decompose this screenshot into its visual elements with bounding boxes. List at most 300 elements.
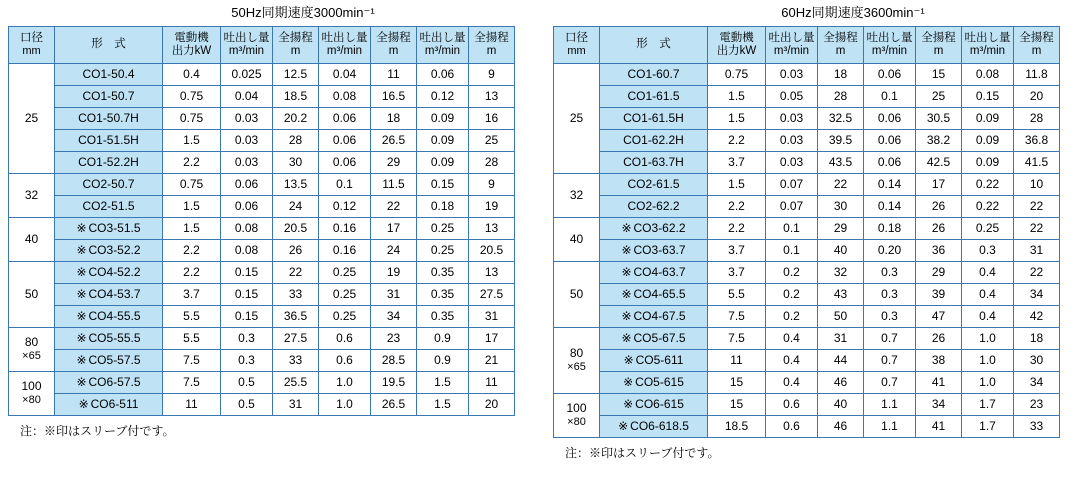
cell-flow-3: 0.22 <box>962 196 1014 218</box>
cell-model <box>600 108 708 130</box>
cell-head-2: 38 <box>916 350 962 372</box>
cell-head-1: 31 <box>273 394 319 416</box>
table-row <box>9 240 515 262</box>
cell-head-1: 36.5 <box>273 306 319 328</box>
cell-head-2: 29 <box>371 152 417 174</box>
cell-flow-2: 0.14 <box>864 196 916 218</box>
cell-head-3: 10 <box>1014 174 1060 196</box>
cell-flow-1: 0.03 <box>221 152 273 174</box>
header-flow-1: 吐出し量 m³/min <box>221 27 273 64</box>
table-row <box>554 372 1060 394</box>
model-label: CO4-53.7 <box>88 286 141 301</box>
cell-flow-3: 0.25 <box>417 240 469 262</box>
cell-head-3: 19 <box>469 196 515 218</box>
cell-flow-2: 0.16 <box>319 218 371 240</box>
cell-model <box>55 64 163 86</box>
cell-head-3: 22 <box>1014 218 1060 240</box>
cell-head-3: 31 <box>1014 240 1060 262</box>
cell-flow-1: 0.07 <box>766 174 818 196</box>
cell-head-2: 28.5 <box>371 350 417 372</box>
table-row <box>554 416 1060 438</box>
cell-motor-output: 1.5 <box>163 130 221 152</box>
cell-flow-2: 0.20 <box>864 240 916 262</box>
cell-model <box>55 86 163 108</box>
cell-motor-output: 0.75 <box>163 174 221 196</box>
cell-flow-3: 1.0 <box>962 372 1014 394</box>
cell-flow-1: 0.15 <box>221 284 273 306</box>
cell-flow-3: 1.0 <box>962 328 1014 350</box>
cell-head-3: 30 <box>1014 350 1060 372</box>
model-label: CO1-63.7H <box>623 154 684 169</box>
header-diameter: 口径 mm <box>554 27 600 64</box>
cell-flow-2: 0.6 <box>319 328 371 350</box>
cell-flow-2: 0.14 <box>864 174 916 196</box>
cell-head-1: 25.5 <box>273 372 319 394</box>
cell-head-3: 31 <box>469 306 515 328</box>
cell-flow-2: 0.25 <box>319 262 371 284</box>
cell-flow-1: 0.025 <box>221 64 273 86</box>
cell-head-2: 17 <box>371 218 417 240</box>
cell-flow-3: 0.25 <box>417 218 469 240</box>
cell-diameter: 40 <box>9 218 55 262</box>
cell-head-2: 26.5 <box>371 130 417 152</box>
cell-flow-3: 0.4 <box>962 284 1014 306</box>
cell-model <box>600 130 708 152</box>
cell-motor-output: 0.4 <box>163 64 221 86</box>
cell-motor-output: 7.5 <box>708 328 766 350</box>
cell-flow-3: 0.09 <box>962 130 1014 152</box>
cell-flow-1: 0.03 <box>221 108 273 130</box>
cell-flow-1: 0.03 <box>221 130 273 152</box>
cell-head-3: 9 <box>469 64 515 86</box>
cell-head-3: 25 <box>469 130 515 152</box>
cell-model: ※ CO5-611 <box>600 350 708 372</box>
header-motor: 電動機 出力kW <box>708 27 766 64</box>
cell-head-3: 41.5 <box>1014 152 1060 174</box>
cell-head-1: 22 <box>273 262 319 284</box>
header-flow-1: 吐出し量 m³/min <box>766 27 818 64</box>
cell-head-1: 13.5 <box>273 174 319 196</box>
table-row <box>554 262 1060 284</box>
cell-model <box>55 130 163 152</box>
cell-flow-3: 0.35 <box>417 284 469 306</box>
cell-flow-3: 0.15 <box>962 86 1014 108</box>
header-head-3: 全揚程 m <box>1014 27 1060 64</box>
cell-flow-2: 0.18 <box>864 218 916 240</box>
cell-head-1: 27.5 <box>273 328 319 350</box>
model-label: CO5-55.5 <box>88 330 141 345</box>
model-label: CO2-62.2 <box>627 198 680 213</box>
cell-head-1: 20.5 <box>273 218 319 240</box>
cell-flow-2: 0.25 <box>319 306 371 328</box>
cell-head-1: 32 <box>818 262 864 284</box>
cell-model: ※ CO4-65.5 <box>600 284 708 306</box>
cell-motor-output: 3.7 <box>163 284 221 306</box>
cell-head-2: 17 <box>916 174 962 196</box>
cell-head-1: 46 <box>818 372 864 394</box>
cell-head-1: 32.5 <box>818 108 864 130</box>
cell-model: ※ CO5-57.5 <box>55 350 163 372</box>
cell-model: ※ CO6-618.5 <box>600 416 708 438</box>
cell-head-2: 47 <box>916 306 962 328</box>
model-label: CO4-52.2 <box>88 264 141 279</box>
model-label: CO1-50.4 <box>82 66 135 81</box>
cell-head-1: 43 <box>818 284 864 306</box>
table-body-60hz <box>554 64 1060 438</box>
cell-head-2: 34 <box>371 306 417 328</box>
cell-head-1: 30 <box>273 152 319 174</box>
cell-flow-1: 0.2 <box>766 306 818 328</box>
cell-model <box>600 196 708 218</box>
model-label: CO1-61.5 <box>627 88 680 103</box>
cell-model <box>600 174 708 196</box>
cell-flow-2: 0.06 <box>864 108 916 130</box>
model-label: CO1-50.7 <box>82 88 135 103</box>
panel-title-60hz: 60Hz同期速度3600min⁻¹ <box>781 5 925 20</box>
cell-motor-output: 2.2 <box>163 240 221 262</box>
cell-model: ※ CO6-615 <box>600 394 708 416</box>
header-flow-3: 吐出し量 m³/min <box>417 27 469 64</box>
table-row <box>554 108 1060 130</box>
cell-flow-1: 0.5 <box>221 372 273 394</box>
spec-table-50hz <box>8 26 515 416</box>
cell-motor-output: 3.7 <box>708 262 766 284</box>
model-label: CO5-615 <box>635 374 684 389</box>
cell-head-2: 15 <box>916 64 962 86</box>
table-row <box>9 262 515 284</box>
cell-head-2: 18 <box>371 108 417 130</box>
cell-flow-3: 0.12 <box>417 86 469 108</box>
cell-flow-2: 1.0 <box>319 372 371 394</box>
panel-title-50hz: 50Hz同期速度3000min⁻¹ <box>231 5 375 20</box>
cell-head-1: 30 <box>818 196 864 218</box>
cell-flow-2: 0.7 <box>864 350 916 372</box>
cell-head-1: 28 <box>818 86 864 108</box>
cell-motor-output: 1.5 <box>163 218 221 240</box>
cell-head-1: 18.5 <box>273 86 319 108</box>
cell-head-2: 31 <box>371 284 417 306</box>
cell-head-3: 11.8 <box>1014 64 1060 86</box>
cell-head-1: 43.5 <box>818 152 864 174</box>
cell-flow-1: 0.03 <box>766 108 818 130</box>
cell-head-1: 24 <box>273 196 319 218</box>
cell-model: ※ CO4-53.7 <box>55 284 163 306</box>
table-row <box>554 152 1060 174</box>
cell-head-1: 33 <box>273 284 319 306</box>
cell-flow-1: 0.06 <box>221 174 273 196</box>
table-row <box>554 350 1060 372</box>
cell-head-1: 18 <box>818 64 864 86</box>
cell-head-2: 41 <box>916 372 962 394</box>
cell-head-2: 34 <box>916 394 962 416</box>
cell-flow-2: 0.06 <box>319 152 371 174</box>
cell-flow-1: 0.3 <box>221 350 273 372</box>
model-label: CO1-61.5H <box>623 110 684 125</box>
cell-flow-2: 0.06 <box>319 130 371 152</box>
cell-flow-3: 0.15 <box>417 174 469 196</box>
cell-head-3: 21 <box>469 350 515 372</box>
cell-head-1: 28 <box>273 130 319 152</box>
cell-head-3: 17 <box>469 328 515 350</box>
cell-flow-3: 0.18 <box>417 196 469 218</box>
cell-diameter: 100 ×80 <box>9 372 55 416</box>
cell-diameter: 32 <box>9 174 55 218</box>
cell-head-3: 22 <box>1014 196 1060 218</box>
cell-flow-2: 0.08 <box>319 86 371 108</box>
model-label: CO6-618.5 <box>630 418 689 433</box>
cell-flow-3: 0.06 <box>417 64 469 86</box>
header-flow-2: 吐出し量 m³/min <box>864 27 916 64</box>
cell-model <box>55 174 163 196</box>
cell-diameter: 50 <box>554 262 600 328</box>
cell-diameter: 25 <box>9 64 55 174</box>
cell-head-2: 26 <box>916 196 962 218</box>
cell-motor-output: 0.75 <box>708 64 766 86</box>
cell-flow-2: 0.3 <box>864 262 916 284</box>
table-row <box>554 64 1060 86</box>
cell-model: ※ CO6-511 <box>55 394 163 416</box>
table-row <box>9 394 515 416</box>
cell-model: ※ CO5-55.5 <box>55 328 163 350</box>
cell-diameter: 40 <box>554 218 600 262</box>
cell-flow-2: 0.1 <box>319 174 371 196</box>
cell-flow-1: 0.05 <box>766 86 818 108</box>
cell-flow-1: 0.6 <box>766 394 818 416</box>
table-row <box>554 130 1060 152</box>
header-head-2: 全揚程 m <box>371 27 417 64</box>
cell-flow-1: 0.2 <box>766 262 818 284</box>
header-motor: 電動機 出力kW <box>163 27 221 64</box>
cell-head-2: 36 <box>916 240 962 262</box>
cell-flow-1: 0.04 <box>221 86 273 108</box>
cell-flow-1: 0.03 <box>766 64 818 86</box>
header-head-3: 全揚程 m <box>469 27 515 64</box>
model-label: CO1-51.5H <box>78 132 139 147</box>
cell-flow-2: 0.04 <box>319 64 371 86</box>
cell-model: ※ CO3-62.2 <box>600 218 708 240</box>
cell-head-3: 16 <box>469 108 515 130</box>
cell-flow-3: 1.5 <box>417 372 469 394</box>
cell-head-1: 39.5 <box>818 130 864 152</box>
cell-motor-output: 2.2 <box>163 152 221 174</box>
cell-motor-output: 5.5 <box>708 284 766 306</box>
model-label: CO1-60.7 <box>627 66 680 81</box>
cell-head-2: 25 <box>916 86 962 108</box>
cell-head-1: 31 <box>818 328 864 350</box>
cell-head-3: 13 <box>469 262 515 284</box>
cell-motor-output: 2.2 <box>708 196 766 218</box>
table-row <box>554 240 1060 262</box>
table-row <box>9 328 515 350</box>
table-row <box>554 196 1060 218</box>
cell-model: ※ CO3-63.7 <box>600 240 708 262</box>
note-50hz: 注：※印はスリーブ付です。 <box>20 424 175 438</box>
model-label: CO4-63.7 <box>633 264 686 279</box>
table-row <box>554 306 1060 328</box>
spec-panel-50hz <box>8 0 538 439</box>
model-label: CO1-62.2H <box>623 132 684 147</box>
cell-motor-output: 7.5 <box>708 306 766 328</box>
model-label: CO5-57.5 <box>88 352 141 367</box>
cell-head-2: 16.5 <box>371 86 417 108</box>
cell-head-2: 24 <box>371 240 417 262</box>
cell-head-3: 34 <box>1014 372 1060 394</box>
cell-flow-3: 1.0 <box>962 350 1014 372</box>
cell-diameter: 25 <box>554 64 600 174</box>
cell-flow-1: 0.1 <box>766 240 818 262</box>
cell-head-1: 44 <box>818 350 864 372</box>
model-label: CO6-57.5 <box>88 374 141 389</box>
cell-flow-2: 1.1 <box>864 416 916 438</box>
table-row <box>554 174 1060 196</box>
cell-flow-3: 1.5 <box>417 394 469 416</box>
cell-head-1: 40 <box>818 240 864 262</box>
cell-flow-3: 0.3 <box>962 240 1014 262</box>
cell-model: ※ CO4-55.5 <box>55 306 163 328</box>
cell-motor-output: 7.5 <box>163 372 221 394</box>
cell-flow-1: 0.03 <box>766 130 818 152</box>
table-row <box>554 86 1060 108</box>
cell-head-3: 34 <box>1014 284 1060 306</box>
cell-head-1: 50 <box>818 306 864 328</box>
table-row <box>9 218 515 240</box>
cell-model: ※ CO6-57.5 <box>55 372 163 394</box>
header-diameter: 口径 mm <box>9 27 55 64</box>
cell-head-2: 38.2 <box>916 130 962 152</box>
table-row <box>554 284 1060 306</box>
table-row <box>9 174 515 196</box>
table-row <box>9 64 515 86</box>
cell-flow-3: 0.08 <box>962 64 1014 86</box>
cell-head-1: 12.5 <box>273 64 319 86</box>
model-label: CO5-67.5 <box>633 330 686 345</box>
cell-flow-3: 0.09 <box>962 152 1014 174</box>
cell-flow-2: 0.06 <box>864 130 916 152</box>
cell-head-3: 28 <box>1014 108 1060 130</box>
table-row <box>9 372 515 394</box>
cell-motor-output: 2.2 <box>708 130 766 152</box>
cell-model: ※ CO4-63.7 <box>600 262 708 284</box>
model-label: CO2-50.7 <box>82 176 135 191</box>
header-model: 形 式 <box>55 27 163 64</box>
cell-flow-2: 0.7 <box>864 328 916 350</box>
cell-flow-1: 0.2 <box>766 284 818 306</box>
table-row <box>554 328 1060 350</box>
cell-flow-3: 0.09 <box>962 108 1014 130</box>
cell-flow-2: 0.16 <box>319 240 371 262</box>
cell-flow-2: 0.12 <box>319 196 371 218</box>
model-label: CO4-55.5 <box>88 308 141 323</box>
cell-head-3: 9 <box>469 174 515 196</box>
cell-flow-3: 1.7 <box>962 394 1014 416</box>
cell-model: ※ CO4-52.2 <box>55 262 163 284</box>
cell-flow-2: 0.1 <box>864 86 916 108</box>
cell-flow-3: 0.35 <box>417 262 469 284</box>
cell-flow-1: 0.3 <box>221 328 273 350</box>
cell-model <box>600 86 708 108</box>
table-row <box>9 350 515 372</box>
model-label: CO3-51.5 <box>88 220 141 235</box>
header-model: 形 式 <box>600 27 708 64</box>
header-head-2: 全揚程 m <box>916 27 962 64</box>
cell-head-3: 13 <box>469 218 515 240</box>
cell-head-1: 20.2 <box>273 108 319 130</box>
model-label: CO2-51.5 <box>82 198 135 213</box>
cell-head-3: 23 <box>1014 394 1060 416</box>
cell-flow-1: 0.15 <box>221 262 273 284</box>
cell-model <box>55 196 163 218</box>
cell-head-2: 23 <box>371 328 417 350</box>
cell-flow-2: 0.3 <box>864 284 916 306</box>
cell-flow-2: 0.06 <box>864 64 916 86</box>
cell-head-3: 28 <box>469 152 515 174</box>
cell-motor-output: 3.7 <box>708 240 766 262</box>
header-flow-3: 吐出し量 m³/min <box>962 27 1014 64</box>
cell-head-3: 33 <box>1014 416 1060 438</box>
table-row <box>9 86 515 108</box>
cell-motor-output: 1.5 <box>163 196 221 218</box>
cell-model: ※ CO3-51.5 <box>55 218 163 240</box>
cell-motor-output: 3.7 <box>708 152 766 174</box>
cell-motor-output: 2.2 <box>708 218 766 240</box>
table-header-50hz <box>9 27 515 64</box>
cell-flow-2: 1.1 <box>864 394 916 416</box>
cell-diameter: 32 <box>554 174 600 218</box>
cell-motor-output: 1.5 <box>708 174 766 196</box>
cell-head-1: 22 <box>818 174 864 196</box>
model-label: CO1-52.2H <box>78 154 139 169</box>
cell-head-1: 26 <box>273 240 319 262</box>
cell-flow-3: 1.7 <box>962 416 1014 438</box>
cell-motor-output: 2.2 <box>163 262 221 284</box>
table-body-50hz <box>9 64 515 416</box>
cell-flow-2: 1.0 <box>319 394 371 416</box>
cell-flow-3: 0.09 <box>417 108 469 130</box>
cell-head-1: 29 <box>818 218 864 240</box>
spec-panel-60hz <box>553 0 1083 461</box>
model-label: CO3-62.2 <box>633 220 686 235</box>
header-flow-2: 吐出し量 m³/min <box>319 27 371 64</box>
table-row <box>9 196 515 218</box>
cell-motor-output: 15 <box>708 394 766 416</box>
model-label: CO1-50.7H <box>78 110 139 125</box>
cell-motor-output: 0.75 <box>163 108 221 130</box>
model-label: CO3-52.2 <box>88 242 141 257</box>
cell-flow-1: 0.1 <box>766 218 818 240</box>
model-label: CO4-65.5 <box>633 286 686 301</box>
cell-flow-1: 0.08 <box>221 218 273 240</box>
cell-flow-3: 0.22 <box>962 174 1014 196</box>
cell-flow-1: 0.6 <box>766 416 818 438</box>
cell-model <box>600 64 708 86</box>
cell-model: ※ CO4-67.5 <box>600 306 708 328</box>
cell-head-1: 46 <box>818 416 864 438</box>
cell-flow-1: 0.07 <box>766 196 818 218</box>
cell-head-1: 33 <box>273 350 319 372</box>
table-row <box>9 306 515 328</box>
cell-flow-2: 0.06 <box>319 108 371 130</box>
cell-flow-3: 0.9 <box>417 350 469 372</box>
cell-head-3: 11 <box>469 372 515 394</box>
cell-head-2: 11.5 <box>371 174 417 196</box>
cell-flow-1: 0.4 <box>766 328 818 350</box>
model-label: CO5-611 <box>635 352 684 367</box>
cell-model <box>55 108 163 130</box>
cell-head-2: 39 <box>916 284 962 306</box>
cell-head-2: 22 <box>371 196 417 218</box>
cell-motor-output: 15 <box>708 372 766 394</box>
cell-motor-output: 1.5 <box>708 86 766 108</box>
